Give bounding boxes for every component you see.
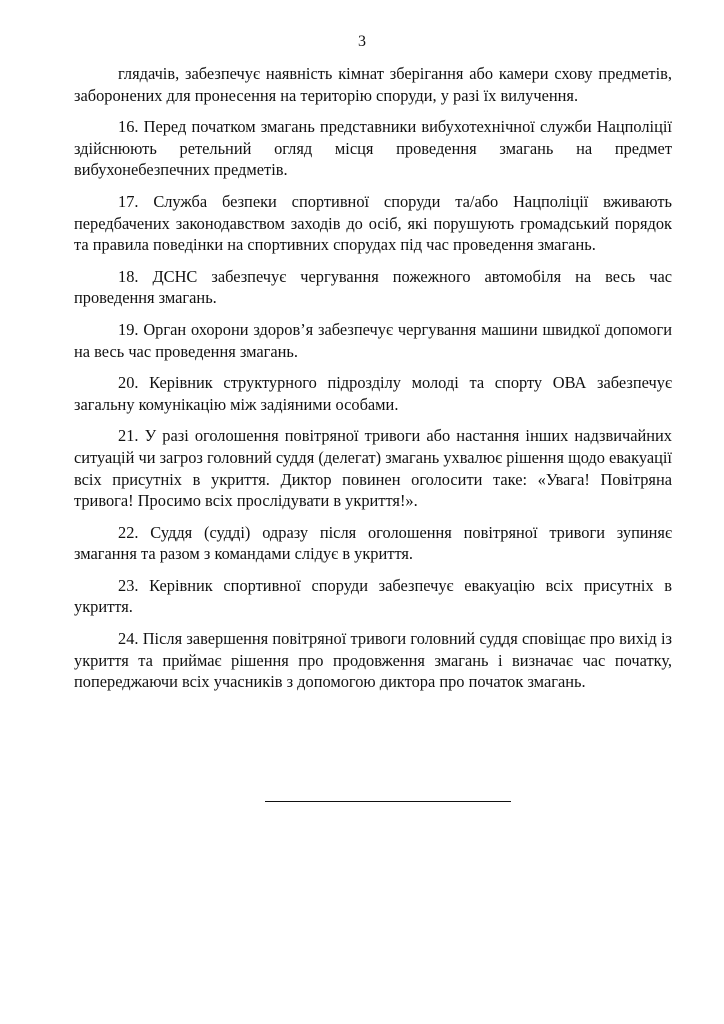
paragraph-16: 16. Перед початком змагань представники вибухотехнічної служби Нацполіції здійснюють ретельний огляд місця проведення змагань на предмет вибухонебезпечних предметів. <box>74 117 672 180</box>
paragraph-23: 23. Керівник спортивної споруди забезпечує евакуацію всіх присутніх в укриття. <box>74 575 672 617</box>
paragraph-20: 20. Керівник структурного підрозділу молоді та спорту ОВА забезпечує загальну комунікацію між задіяними особами. <box>74 373 672 414</box>
end-separator-line <box>265 801 511 802</box>
paragraph-17: 17. Служба безпеки спортивної споруди та/або Нацполіції вживають передбачених законодавством заходів до осіб, які порушують громадський порядок та правила поведінки на спортивних спорудах під час проведення змагань. <box>74 191 672 255</box>
paragraph-24: 24. Після завершення повітряної тривоги головний суддя сповіщає про вихід із укриття та приймає рішення про продовження змагань і визначає час початку, попереджаючи всіх учасників з допомогою диктора про початок змагань. <box>74 629 672 692</box>
paragraph-22: 22. Суддя (судді) одразу після оголошення повітряної тривоги зупиняє змагання та разом з командами слідує в укриття. <box>74 522 672 564</box>
paragraph-19: 19. Орган охорони здоров’я забезпечує чергування машини швидкої допомоги на весь час проведення змагань. <box>74 319 672 361</box>
page-number: 3 <box>358 33 366 50</box>
document-body <box>74 63 672 703</box>
paragraph-21: 21. У разі оголошення повітряної тривоги або настання інших надзвичайних ситуацій чи загроз головний суддя (делегат) змагань ухвалює рішення щодо евакуації всіх присутніх в укриття. Диктор повинен оголосити таке: «Увага! Повітряна тривога! Просимо всіх прослідувати в укриття!». <box>74 426 672 511</box>
paragraph-18: 18. ДСНС забезпечує чергування пожежного автомобіля на весь час проведення змагань. <box>74 266 672 308</box>
paragraph-15-continuation: глядачів, забезпечує наявність кімнат зберігання або камери схову предметів, заборонених для пронесення на територію споруди, у разі їх вилучення. <box>74 64 672 105</box>
